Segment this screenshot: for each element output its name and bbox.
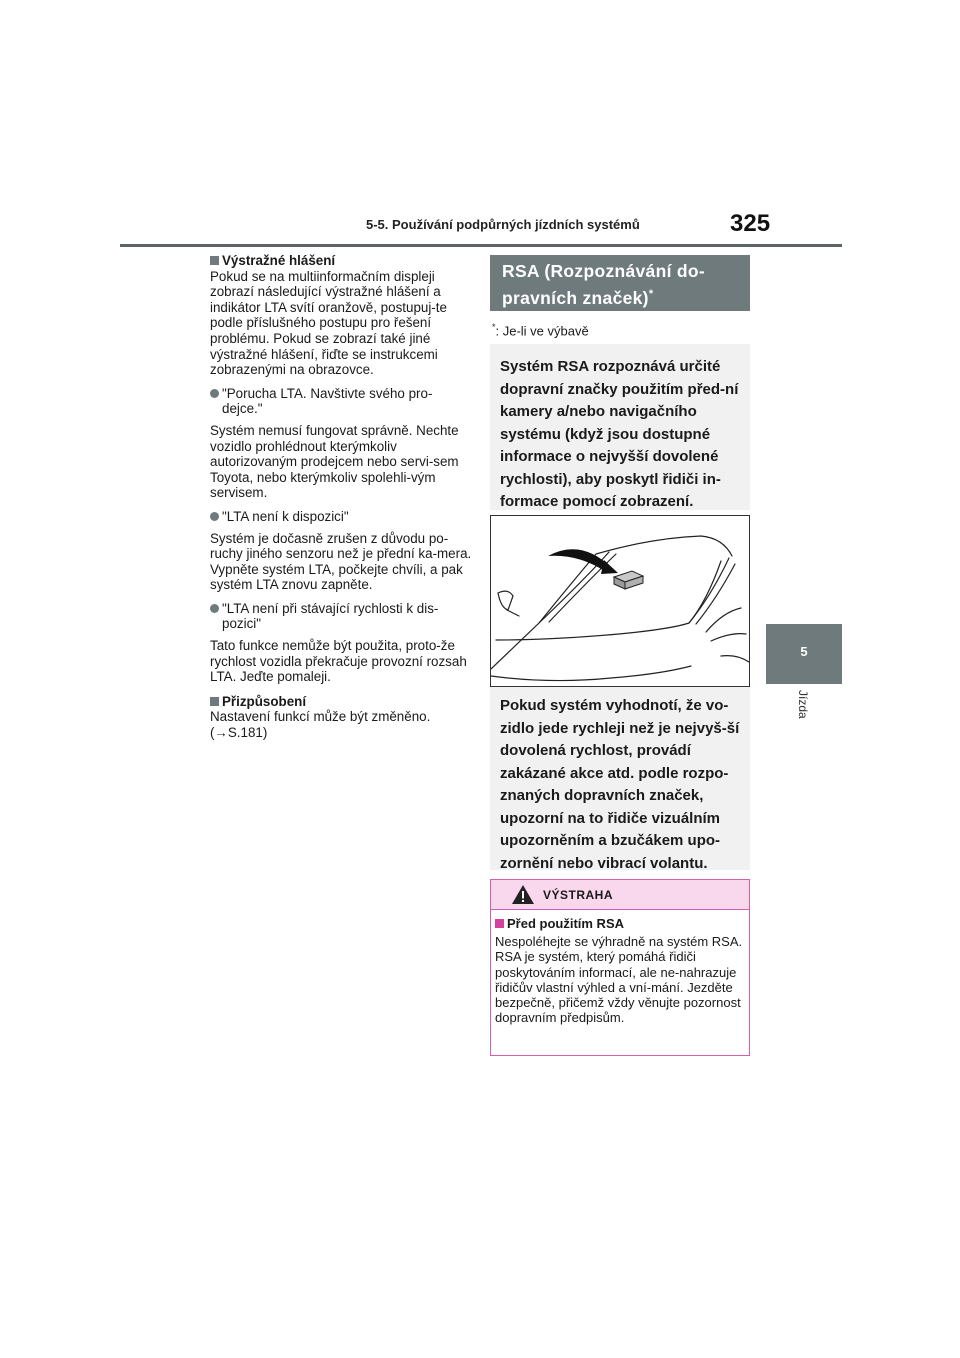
section-title: 5-5. Používání podpůrných jízdních systémů [366, 217, 640, 232]
message-item [210, 601, 472, 632]
heading-customization [210, 694, 472, 710]
square-bullet-icon [210, 697, 219, 706]
asterisk-mark: * [492, 322, 496, 332]
paragraph: Systém je dočasně zrušen z důvodu po-ruchy jiného senzoru než je přední ka-mera. Vypněte systém LTA, počkejte chvíli, a pak systém LTA znovu zapněte. [210, 530, 472, 593]
front-camera-unit [614, 571, 643, 589]
round-bullet-icon [210, 389, 219, 398]
asterisk-mark: * [648, 288, 654, 300]
rsa-section-header [490, 255, 750, 311]
paragraph-page-reference: Nastavení funkcí může být změněno. (→S.181) [210, 709, 431, 741]
alert-text: Pokud systém vyhodnotí, že vo-zidlo jede rychleji než je nejvyš-ší dovolená rychlost, provádí zakázané akce atd. podle rozpo-znaných dopravních značek, upozorní na to řidiče vizuálním upozorněním a bzučákem upo-zornění nebo vibrací volantu. [500, 697, 740, 872]
message-item [210, 386, 472, 417]
chapter-tab [766, 624, 842, 684]
warning-heading [495, 916, 745, 931]
message-text: "LTA není k dispozici" [222, 508, 349, 524]
paragraph: Pokud se na multiinformačním displeji zobrazí následující výstražné hlášení a indikátor LTA svítí oranžově, postupuj-te podle příslušného postupu pro řešení problému. Pokud se zobrazí také jiné výstražné hlášení, řiďte se instrukcemi zobrazenými na obrazovce. [210, 268, 447, 378]
heading-warning-messages [210, 253, 472, 269]
warning-box [490, 879, 750, 1056]
header-divider [120, 244, 842, 247]
warning-triangle-icon [511, 884, 535, 905]
left-column [210, 253, 472, 741]
chapter-label: Jízda [796, 690, 810, 719]
round-bullet-icon [210, 604, 219, 613]
warning-title: VÝSTRAHA [543, 888, 614, 902]
intro-box [490, 344, 750, 510]
side-mirror [498, 591, 513, 610]
alert-box [490, 687, 750, 870]
heading-text: Před použitím RSA [507, 916, 625, 931]
paragraph: Systém nemusí fungovat správně. Nechte vozidlo prohlédnout kterýmkoliv autorizovaným prodejcem nebo servi-sem Toyota, nebo kterýmkoliv spolehli-vým servisem. [210, 422, 459, 501]
square-bullet-icon [210, 256, 219, 265]
warning-text: Nespoléhejte se výhradně na systém RSA. RSA je systém, který pomáhá řidiči poskytováním informací, ale ne-nahrazuje řidičův vlastní výhled a vní-mání. Jezděte bezpečně, přičemž vždy věnujte pozornost dopravním předpisům. [495, 934, 743, 1026]
rsa-title: RSA (Rozpoznávání do-pravních značek)* [502, 261, 706, 308]
heading-text: Výstražné hlášení [222, 253, 336, 268]
message-text: "LTA není při stávající rychlosti k dis-pozici" [222, 600, 439, 632]
footnote: *: Je-li ve výbavě [492, 322, 589, 339]
car-windshield-illustration [491, 516, 749, 686]
message-text: "Porucha LTA. Navštivte svého pro-dejce." [222, 385, 433, 417]
paragraph: Tato funkce nemůže být použita, proto-že rychlost vozidla překračuje provozní rozsah LTA. Jeďte pomaleji. [210, 638, 467, 685]
roof-outline [491, 536, 732, 669]
square-bullet-icon [495, 919, 504, 928]
intro-text: Systém RSA rozpoznává určité dopravní značky použitím před-ní kamery a/nebo navigačního systému (když jsou dostupné informace o nejvyšší dovolené rychlosti), aby poskytl řidiči in-formace pomocí zobrazení. [500, 358, 739, 510]
heading-text: Přizpůsobení [222, 693, 307, 709]
windshield-camera-illustration [490, 515, 750, 687]
round-bullet-icon [210, 512, 219, 521]
warning-body [491, 910, 749, 1025]
chapter-number: 5 [800, 644, 808, 659]
page-number: 325 [730, 210, 771, 237]
message-item [210, 509, 472, 525]
warning-header [491, 880, 749, 910]
